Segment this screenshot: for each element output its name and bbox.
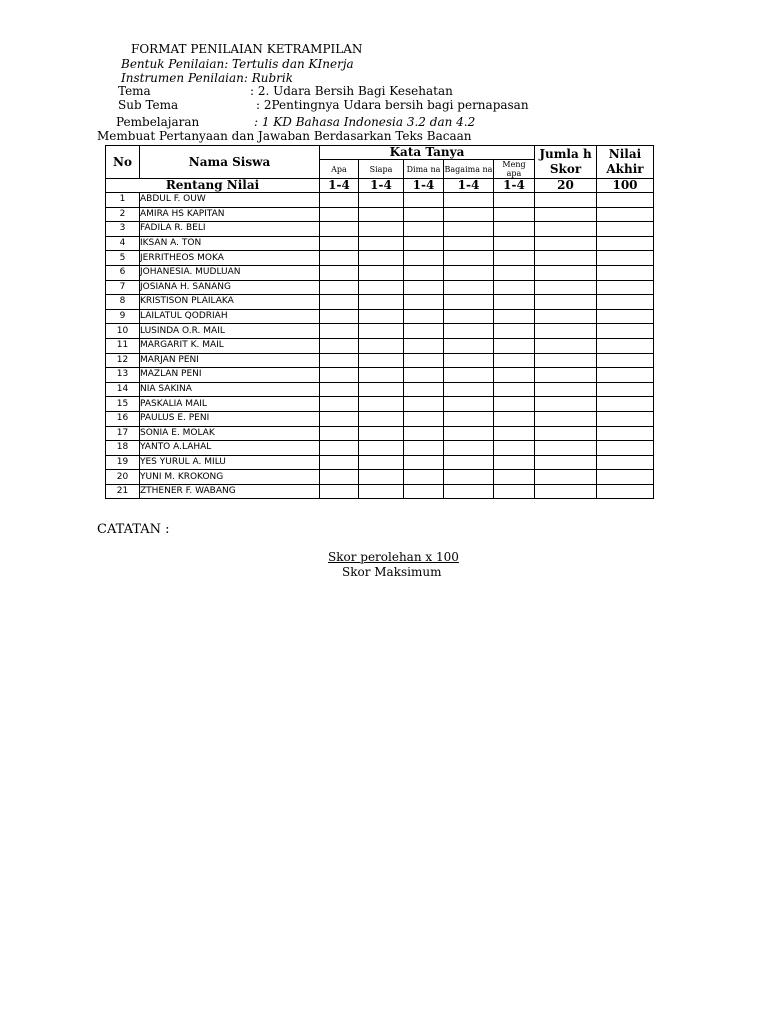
student-number: 10	[106, 324, 140, 339]
student-name: IKSAN A. TON	[140, 236, 320, 251]
score-cell[interactable]	[320, 382, 359, 397]
score-cell[interactable]	[494, 222, 535, 237]
student-rows	[106, 193, 654, 499]
score-cell[interactable]	[597, 441, 654, 456]
table-row	[106, 455, 654, 470]
score-cell[interactable]	[597, 265, 654, 280]
student-number: 6	[106, 265, 140, 280]
score-cell[interactable]	[444, 265, 494, 280]
student-name: MAZLAN PENI	[140, 368, 320, 383]
score-cell[interactable]	[359, 251, 404, 266]
score-cell[interactable]	[359, 324, 404, 339]
score-cell[interactable]	[494, 368, 535, 383]
student-number: 1	[106, 193, 140, 208]
score-cell[interactable]	[597, 353, 654, 368]
score-cell[interactable]	[494, 455, 535, 470]
score-cell[interactable]	[597, 382, 654, 397]
student-number: 13	[106, 368, 140, 383]
score-cell[interactable]	[444, 295, 494, 310]
score-cell[interactable]	[494, 411, 535, 426]
score-cell[interactable]	[404, 193, 444, 208]
student-number: 14	[106, 382, 140, 397]
score-cell[interactable]	[535, 484, 597, 499]
score-cell[interactable]	[494, 484, 535, 499]
student-number: 15	[106, 397, 140, 412]
score-cell[interactable]	[359, 411, 404, 426]
score-cell[interactable]	[404, 484, 444, 499]
score-cell[interactable]	[320, 309, 359, 324]
score-cell[interactable]	[535, 295, 597, 310]
score-cell[interactable]	[535, 426, 597, 441]
score-cell[interactable]	[444, 309, 494, 324]
student-number: 12	[106, 353, 140, 368]
table-row	[106, 484, 654, 499]
student-name: YUNI M. KROKONG	[140, 470, 320, 485]
student-number: 18	[106, 441, 140, 456]
score-cell[interactable]	[444, 441, 494, 456]
score-cell[interactable]	[320, 280, 359, 295]
score-cell[interactable]	[404, 222, 444, 237]
score-cell[interactable]	[404, 265, 444, 280]
student-number: 9	[106, 309, 140, 324]
score-cell[interactable]	[444, 236, 494, 251]
score-cell[interactable]	[320, 265, 359, 280]
score-cell[interactable]	[320, 222, 359, 237]
score-cell[interactable]	[535, 309, 597, 324]
score-cell[interactable]	[320, 295, 359, 310]
score-cell[interactable]	[597, 251, 654, 266]
student-name: MARGARIT K. MAIL	[140, 338, 320, 353]
col-kata-tanya-header: Kata Tanya	[320, 146, 535, 160]
score-cell[interactable]	[494, 470, 535, 485]
student-name: SONIA E. MOLAK	[140, 426, 320, 441]
table-row	[106, 368, 654, 383]
score-cell[interactable]	[359, 280, 404, 295]
score-cell[interactable]	[444, 470, 494, 485]
score-cell[interactable]	[597, 207, 654, 222]
pembelajaran-label: Pembelajaran	[116, 115, 200, 129]
score-cell[interactable]	[535, 455, 597, 470]
score-cell[interactable]	[320, 368, 359, 383]
score-cell[interactable]	[494, 324, 535, 339]
student-name: JOHANESIA. MUDLUAN	[140, 265, 320, 280]
sub-col-mengapa: Meng apa	[494, 160, 535, 179]
score-cell[interactable]	[359, 193, 404, 208]
range-value: 1-4	[359, 179, 404, 193]
score-cell[interactable]	[359, 207, 404, 222]
rentang-nilai-label: Rentang Nilai	[106, 179, 320, 193]
score-cell[interactable]	[535, 353, 597, 368]
score-cell[interactable]	[444, 397, 494, 412]
score-cell[interactable]	[404, 324, 444, 339]
score-cell[interactable]	[494, 207, 535, 222]
score-cell[interactable]	[494, 295, 535, 310]
score-cell[interactable]	[494, 426, 535, 441]
score-cell[interactable]	[359, 470, 404, 485]
bentuk-penilaian: Bentuk Penilaian: Tertulis dan KInerja	[121, 57, 354, 71]
score-cell[interactable]	[404, 236, 444, 251]
subtema-value: : 2Pentingnya Udara bersih bagi pernapasan	[256, 98, 529, 112]
student-name: NIA SAKINA	[140, 382, 320, 397]
rentang-nilai-row	[106, 179, 654, 193]
col-no-header: No	[106, 146, 140, 179]
table-row	[106, 441, 654, 456]
score-cell[interactable]	[444, 251, 494, 266]
score-cell[interactable]	[359, 382, 404, 397]
score-cell[interactable]	[535, 470, 597, 485]
score-cell[interactable]	[404, 207, 444, 222]
sub-col-bagaimana: Bagaima na	[444, 160, 494, 179]
score-cell[interactable]	[597, 222, 654, 237]
score-cell[interactable]	[404, 295, 444, 310]
score-cell[interactable]	[444, 368, 494, 383]
score-cell[interactable]	[535, 280, 597, 295]
score-cell[interactable]	[404, 338, 444, 353]
student-name: ZTHENER F. WABANG	[140, 484, 320, 499]
score-cell[interactable]	[444, 426, 494, 441]
score-cell[interactable]	[359, 222, 404, 237]
student-number: 7	[106, 280, 140, 295]
range-value: 100	[597, 179, 654, 193]
score-cell[interactable]	[494, 441, 535, 456]
catatan-label: CATATAN :	[97, 522, 170, 537]
score-cell[interactable]	[535, 368, 597, 383]
tema-value: : 2. Udara Bersih Bagi Kesehatan	[250, 84, 453, 98]
score-cell[interactable]	[320, 441, 359, 456]
score-cell[interactable]	[359, 397, 404, 412]
score-cell[interactable]	[535, 441, 597, 456]
score-cell[interactable]	[444, 280, 494, 295]
formula-numerator: Skor perolehan x 100	[328, 550, 459, 564]
table-row	[106, 193, 654, 208]
student-number: 4	[106, 236, 140, 251]
table-row	[106, 353, 654, 368]
score-cell[interactable]	[320, 411, 359, 426]
score-cell[interactable]	[597, 324, 654, 339]
score-cell[interactable]	[320, 207, 359, 222]
score-cell[interactable]	[320, 338, 359, 353]
score-cell[interactable]	[535, 411, 597, 426]
score-cell[interactable]	[494, 251, 535, 266]
score-cell[interactable]	[320, 484, 359, 499]
table-row	[106, 265, 654, 280]
table-row	[106, 397, 654, 412]
score-cell[interactable]	[444, 484, 494, 499]
student-name: LUSINDA O.R. MAIL	[140, 324, 320, 339]
score-cell[interactable]	[444, 353, 494, 368]
table-row	[106, 411, 654, 426]
score-cell[interactable]	[444, 207, 494, 222]
score-cell[interactable]	[359, 455, 404, 470]
student-name: FADILA R. BELI	[140, 222, 320, 237]
student-number: 17	[106, 426, 140, 441]
student-number: 5	[106, 251, 140, 266]
score-cell[interactable]	[444, 411, 494, 426]
score-cell[interactable]	[597, 470, 654, 485]
student-name: YES YURUL A. MILU	[140, 455, 320, 470]
score-cell[interactable]	[320, 426, 359, 441]
score-cell[interactable]	[320, 455, 359, 470]
score-cell[interactable]	[404, 426, 444, 441]
score-cell[interactable]	[597, 338, 654, 353]
score-cell[interactable]	[404, 368, 444, 383]
score-cell[interactable]	[359, 426, 404, 441]
score-cell[interactable]	[404, 251, 444, 266]
score-cell[interactable]	[597, 484, 654, 499]
score-cell[interactable]	[535, 397, 597, 412]
instruction-text: Membuat Pertanyaan dan Jawaban Berdasarkan Teks Bacaan	[97, 129, 472, 143]
sub-col-dimana: Dima na	[404, 160, 444, 179]
score-cell[interactable]	[597, 411, 654, 426]
score-cell[interactable]	[359, 309, 404, 324]
score-cell[interactable]	[404, 382, 444, 397]
score-cell[interactable]	[535, 324, 597, 339]
score-cell[interactable]	[444, 222, 494, 237]
score-cell[interactable]	[494, 236, 535, 251]
col-nilai-header: Nilai Akhir	[597, 146, 654, 179]
sub-col-apa: Apa	[320, 160, 359, 179]
score-cell[interactable]	[494, 382, 535, 397]
table-row	[106, 295, 654, 310]
formula-denominator: Skor Maksimum	[342, 565, 442, 579]
score-cell[interactable]	[597, 295, 654, 310]
student-number: 2	[106, 207, 140, 222]
score-cell[interactable]	[444, 324, 494, 339]
score-cell[interactable]	[535, 193, 597, 208]
student-name: ABDUL F. OUW	[140, 193, 320, 208]
score-cell[interactable]	[494, 309, 535, 324]
header-row	[106, 146, 654, 160]
score-cell[interactable]	[444, 193, 494, 208]
score-cell[interactable]	[597, 236, 654, 251]
score-cell[interactable]	[359, 441, 404, 456]
score-cell[interactable]	[359, 265, 404, 280]
score-cell[interactable]	[404, 280, 444, 295]
score-cell[interactable]	[320, 236, 359, 251]
student-number: 8	[106, 295, 140, 310]
student-name: AMIRA HS KAPITAN	[140, 207, 320, 222]
student-name: PAULUS E. PENI	[140, 411, 320, 426]
score-cell[interactable]	[535, 338, 597, 353]
score-cell[interactable]	[597, 397, 654, 412]
range-value: 20	[535, 179, 597, 193]
document-title: FORMAT PENILAIAN KETRAMPILAN	[131, 42, 363, 56]
score-cell[interactable]	[404, 411, 444, 426]
score-cell[interactable]	[359, 338, 404, 353]
score-cell[interactable]	[535, 222, 597, 237]
score-cell[interactable]	[320, 193, 359, 208]
col-nama-header: Nama Siswa	[140, 146, 320, 179]
table-row	[106, 324, 654, 339]
instrumen-penilaian: Instrumen Penilaian: Rubrik	[121, 71, 294, 85]
col-jumlah-header: Jumla h Skor	[535, 146, 597, 179]
table-row	[106, 280, 654, 295]
score-cell[interactable]	[494, 265, 535, 280]
score-cell[interactable]	[535, 236, 597, 251]
student-number: 21	[106, 484, 140, 499]
score-cell[interactable]	[444, 338, 494, 353]
student-number: 19	[106, 455, 140, 470]
score-cell[interactable]	[359, 295, 404, 310]
student-name: JERRITHEOS MOKA	[140, 251, 320, 266]
score-cell[interactable]	[320, 324, 359, 339]
table-row	[106, 207, 654, 222]
score-cell[interactable]	[444, 455, 494, 470]
student-name: LAILATUL QODRIAH	[140, 309, 320, 324]
student-number: 20	[106, 470, 140, 485]
range-value: 1-4	[444, 179, 494, 193]
range-value: 1-4	[404, 179, 444, 193]
tema-label: Tema	[118, 84, 151, 98]
score-cell[interactable]	[320, 397, 359, 412]
score-cell[interactable]	[404, 309, 444, 324]
student-name: KRISTISON PLAILAKA	[140, 295, 320, 310]
score-cell[interactable]	[494, 338, 535, 353]
score-table	[105, 145, 654, 499]
score-cell[interactable]	[597, 426, 654, 441]
sub-col-siapa: Siapa	[359, 160, 404, 179]
table-row	[106, 382, 654, 397]
score-cell[interactable]	[404, 397, 444, 412]
student-number: 16	[106, 411, 140, 426]
score-cell[interactable]	[494, 353, 535, 368]
score-cell[interactable]	[597, 280, 654, 295]
score-cell[interactable]	[359, 484, 404, 499]
score-cell[interactable]	[535, 207, 597, 222]
range-value: 1-4	[494, 179, 535, 193]
student-number: 3	[106, 222, 140, 237]
subtema-label: Sub Tema	[118, 98, 179, 112]
table-row	[106, 251, 654, 266]
score-cell[interactable]	[359, 368, 404, 383]
student-name: YANTO A.LAHAL	[140, 441, 320, 456]
table-row	[106, 470, 654, 485]
score-cell[interactable]	[494, 397, 535, 412]
score-cell[interactable]	[404, 470, 444, 485]
score-cell[interactable]	[320, 470, 359, 485]
table-row	[106, 236, 654, 251]
score-cell[interactable]	[494, 280, 535, 295]
table-row	[106, 426, 654, 441]
score-cell[interactable]	[597, 455, 654, 470]
score-cell[interactable]	[444, 382, 494, 397]
score-cell[interactable]	[597, 368, 654, 383]
score-cell[interactable]	[535, 265, 597, 280]
student-number: 11	[106, 338, 140, 353]
score-cell[interactable]	[535, 251, 597, 266]
table-row	[106, 222, 654, 237]
score-cell[interactable]	[404, 455, 444, 470]
score-cell[interactable]	[494, 193, 535, 208]
score-cell[interactable]	[404, 441, 444, 456]
student-name: MARJAN PENI	[140, 353, 320, 368]
score-cell[interactable]	[359, 353, 404, 368]
student-name: PASKALIA MAIL	[140, 397, 320, 412]
score-cell[interactable]	[359, 236, 404, 251]
score-cell[interactable]	[597, 193, 654, 208]
range-value: 1-4	[320, 179, 359, 193]
table-row	[106, 309, 654, 324]
score-cell[interactable]	[404, 353, 444, 368]
student-name: JOSIANA H. SANANG	[140, 280, 320, 295]
score-cell[interactable]	[597, 309, 654, 324]
score-cell[interactable]	[535, 382, 597, 397]
score-cell[interactable]	[320, 353, 359, 368]
table-row	[106, 338, 654, 353]
score-cell[interactable]	[320, 251, 359, 266]
pembelajaran-value: : 1 KD Bahasa Indonesia 3.2 dan 4.2	[254, 115, 476, 129]
